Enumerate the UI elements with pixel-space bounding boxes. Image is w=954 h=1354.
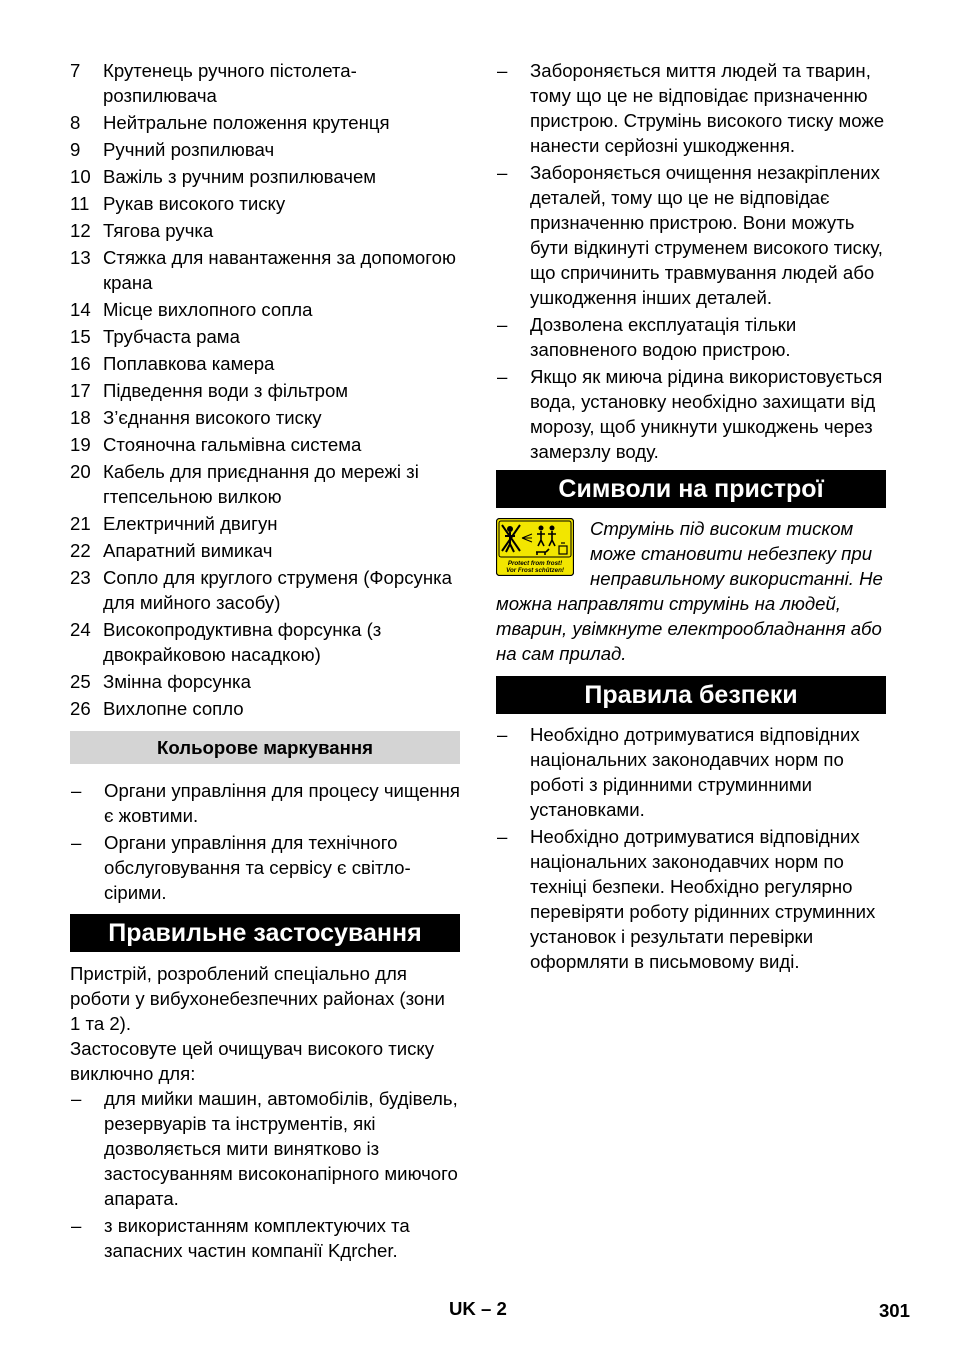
list-item — [70, 137, 460, 162]
list-item — [70, 245, 460, 295]
item-number: 9 — [70, 139, 81, 160]
item-label: Ручний розпилювач — [103, 139, 275, 160]
list-item — [70, 696, 460, 721]
proper-use-heading: Правильне застосування — [70, 914, 460, 952]
list-item — [70, 1213, 460, 1263]
item-label: Електричний двигун — [103, 513, 278, 534]
item-number: 12 — [70, 220, 91, 241]
symbol-text: Струмінь під високим тиском може становити небезпеку при неправильному використанні. Не можна направляти струмінь на людей, тварин, увімкнуте електрообладнання або на сам прилад. — [496, 518, 883, 664]
item-number: 13 — [70, 247, 91, 268]
list-item — [70, 58, 460, 108]
dash-bullet: – — [497, 314, 508, 335]
item-number: 19 — [70, 434, 91, 455]
item-label: Важіль з ручним розпилювачем — [103, 166, 377, 187]
item-text: Органи управління для технічного обслуговування та сервісу є світло-сірими. — [104, 832, 411, 903]
item-label: Стяжка для навантаження за допомогою крана — [103, 247, 456, 293]
item-text: Забороняється очищення незакріплених деталей, тому що це не відповідає призначенню пристрою. Вони можуть бути відкинуті струменем високого тиску, що спричинить травмування людей або ушкодження інших деталей. — [530, 162, 883, 308]
footer-page-number: 301 — [878, 1300, 910, 1321]
item-label: Рукав високого тиску — [103, 193, 286, 214]
item-text: Органи управління для процесу чищення є жовтими. — [104, 780, 460, 826]
item-number: 22 — [70, 540, 91, 561]
list-item — [70, 778, 460, 828]
list-item — [496, 364, 886, 464]
item-number: 24 — [70, 619, 91, 640]
item-label: Стояночна гальмівна система — [103, 434, 362, 455]
proper-use-list — [70, 1086, 460, 1263]
dash-bullet: – — [497, 366, 508, 387]
list-item — [70, 297, 460, 322]
item-label: Кабель для приєднання до мережі зі гтепсельною вилкою — [103, 461, 419, 507]
list-item — [70, 110, 460, 135]
list-item — [70, 351, 460, 376]
item-text: з використанням комплектуючих та запасних частин компанії Kдrcher. — [104, 1215, 410, 1261]
proper-use-paragraph-2: Застосовуте цей очищувач високого тиску виключно для: — [70, 1038, 435, 1084]
list-item — [70, 565, 460, 615]
item-label: Крутенець ручного пістолета-розпилювача — [103, 60, 357, 106]
dash-bullet: – — [71, 1088, 82, 1109]
list-item — [70, 459, 460, 509]
symbol-description — [496, 516, 886, 666]
footer-language-page: UK – 2 — [449, 1298, 507, 1319]
symbol-label-line2: Vor Frost schützen! — [506, 567, 564, 574]
item-text: Якщо як миюча рідина використовується вода, установку необхідно захищати від морозу, щоб уникнути ушкоджень через замерзлу воду. — [530, 366, 883, 462]
list-item — [70, 218, 460, 243]
list-item — [496, 160, 886, 310]
item-label: Високопродуктивна форсунка (з двокрайковою насадкою) — [103, 619, 382, 665]
list-item — [70, 405, 460, 430]
list-item — [496, 824, 886, 974]
item-label: Місце вихлопного сопла — [103, 299, 313, 320]
item-number: 21 — [70, 513, 91, 534]
list-item — [496, 722, 886, 822]
item-number: 7 — [70, 60, 81, 81]
list-item — [70, 1086, 460, 1211]
list-item — [70, 830, 460, 905]
proper-use-paragraph-1: Пристрій, розроблений спеціально для роботи у вибухонебезпечних районах (зони 1 та 2). — [70, 963, 445, 1034]
device-symbols-heading: Символи на пристрої — [496, 470, 886, 508]
item-label: Нейтральне положення крутенця — [103, 112, 390, 133]
item-number: 18 — [70, 407, 91, 428]
list-item — [70, 617, 460, 667]
item-number: 26 — [70, 698, 91, 719]
dash-bullet: – — [497, 826, 508, 847]
item-text: Забороняється миття людей та тварин, тому що це не відповідає призначенню пристрою. Струмінь високого тиску може нанести серйозні ушкодження. — [530, 60, 885, 156]
item-label: Тягова ручка — [103, 220, 214, 241]
dash-bullet: – — [71, 780, 82, 801]
list-item — [70, 669, 460, 694]
list-item — [496, 312, 886, 362]
item-number: 23 — [70, 567, 91, 588]
dash-bullet: – — [71, 832, 82, 853]
list-item — [70, 432, 460, 457]
dash-bullet: – — [71, 1215, 82, 1236]
item-label: Трубчаста рама — [103, 326, 240, 347]
item-text: Необхідно дотримуватися відповідних національних законодавчих норм по техніці безпеки. Необхідно регулярно перевіряти роботу рідинних струминних установок і результати перевірки оформляти в письмовому виді. — [530, 826, 876, 972]
safety-rules-list — [496, 722, 886, 974]
item-number: 25 — [70, 671, 91, 692]
item-number: 8 — [70, 112, 81, 133]
left-column — [70, 58, 460, 1265]
dash-bullet: – — [497, 724, 508, 745]
item-label: З’єднання високого тиску — [103, 407, 322, 428]
prohibitions-list — [496, 58, 886, 464]
item-number: 20 — [70, 461, 91, 482]
item-text: Дозволена експлуатація тільки заповненого водою пристрою. — [530, 314, 797, 360]
list-item — [70, 164, 460, 189]
item-label: Апаратний вимикач — [103, 540, 273, 561]
item-number: 14 — [70, 299, 91, 320]
symbol-label-line1: Protect from frost! — [507, 560, 563, 567]
item-number: 17 — [70, 380, 91, 401]
right-column — [496, 58, 886, 976]
item-label: Змінна форсунка — [103, 671, 251, 692]
color-marking-heading: Кольорове маркування — [70, 731, 460, 764]
item-label: Підведення води з фільтром — [103, 380, 349, 401]
safety-rules-heading: Правила безпеки — [496, 676, 886, 714]
list-item — [70, 191, 460, 216]
item-number: 10 — [70, 166, 91, 187]
list-item — [70, 511, 460, 536]
item-number: 11 — [70, 193, 90, 214]
item-number: 15 — [70, 326, 91, 347]
item-text: Необхідно дотримуватися відповідних національних законодавчих норм по роботі з рідинними струминними установками. — [530, 724, 860, 820]
list-item — [496, 58, 886, 158]
list-item — [70, 538, 460, 563]
parts-list — [70, 58, 460, 721]
list-item — [70, 324, 460, 349]
color-marking-list — [70, 778, 460, 905]
item-text: для мийки машин, автомобілів, будівель, резервуарів та інструментів, які дозволяється мити винятково із застосуванням високонапірного миючого апарата. — [104, 1088, 458, 1209]
dash-bullet: – — [497, 162, 508, 183]
item-label: Сопло для круглого струменя (Форсунка для мийного засобу) — [103, 567, 452, 613]
high-pressure-warning-icon — [496, 518, 574, 576]
item-number: 16 — [70, 353, 91, 374]
dash-bullet: – — [497, 60, 508, 81]
list-item — [70, 378, 460, 403]
item-label: Вихлопне сопло — [103, 698, 244, 719]
item-label: Поплавкова камера — [103, 353, 275, 374]
